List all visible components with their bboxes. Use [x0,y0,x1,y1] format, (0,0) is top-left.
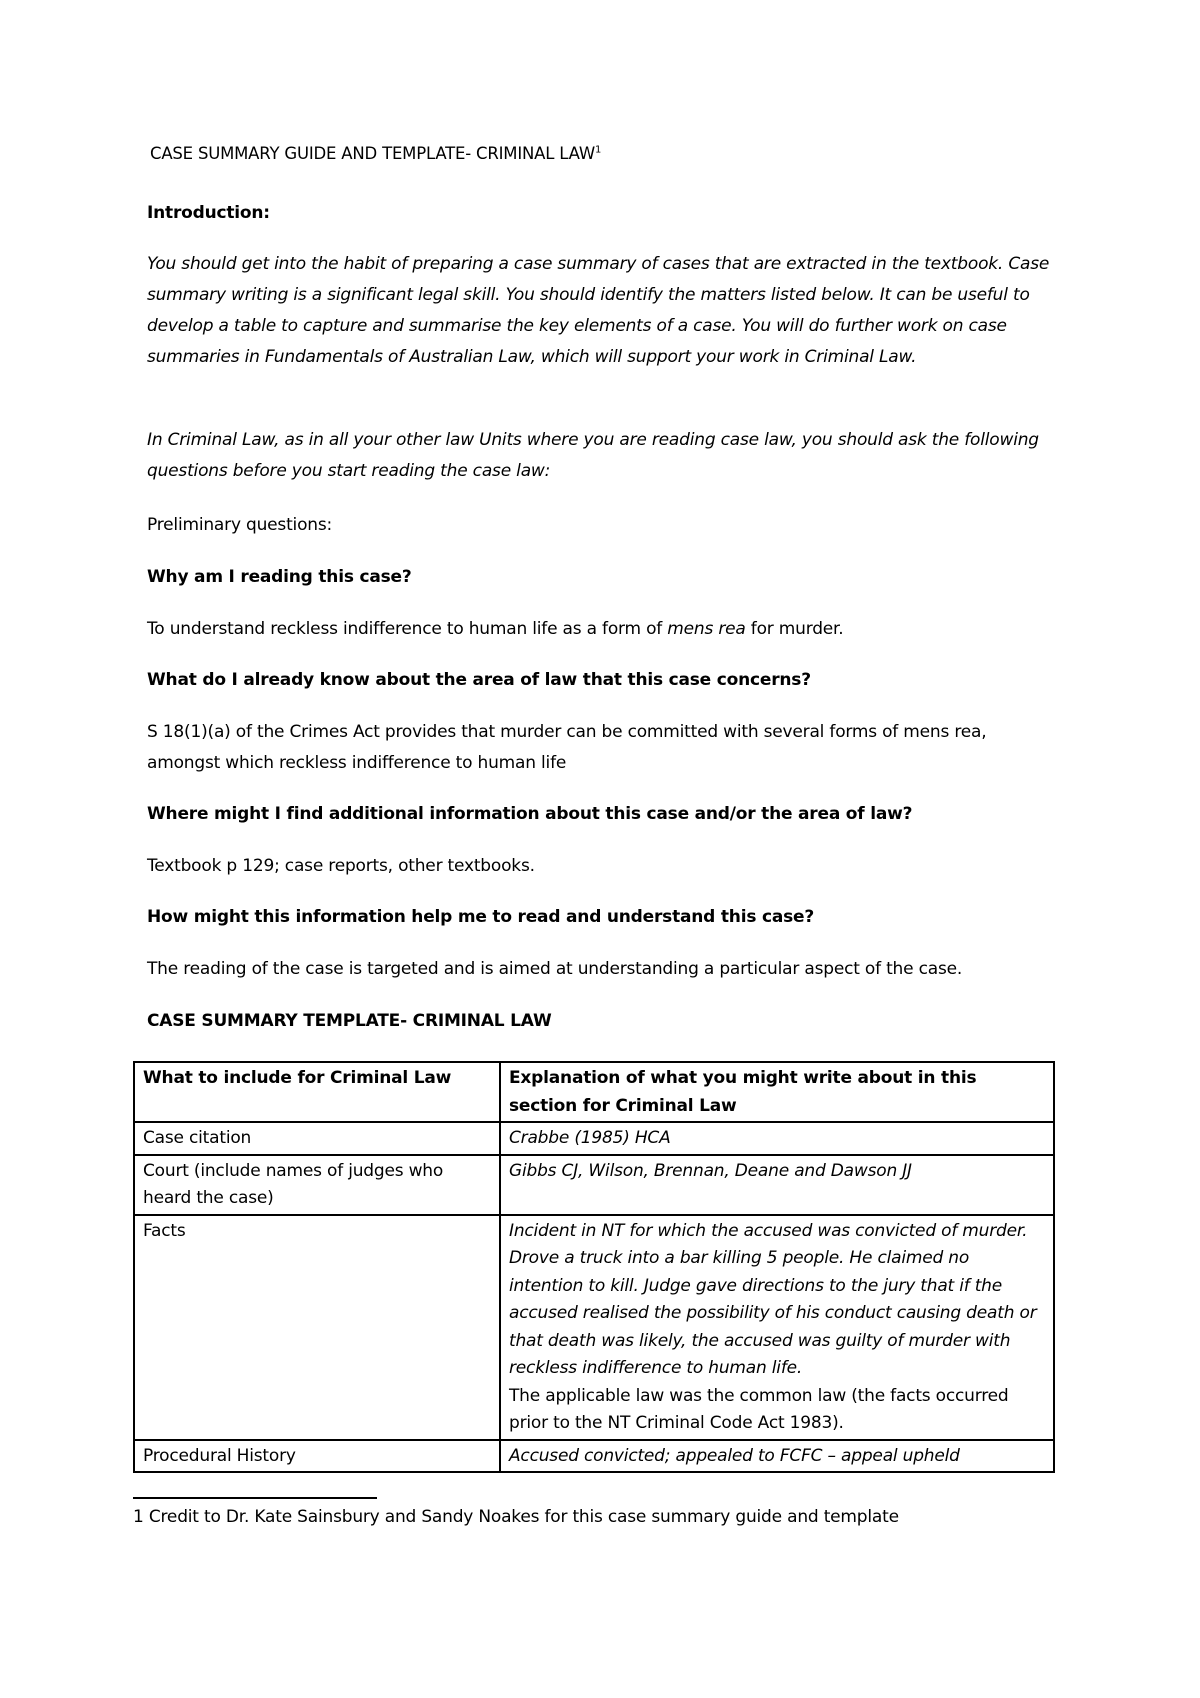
question-4: How might this information help me to read and understand this case? [147,907,815,927]
intro-paragraph-2: In Criminal Law, as in all your other law Units where you are reading case law, you should ask the following questions before you start reading the case law: [147,430,1039,481]
row-label: Case citation [134,1122,500,1155]
row-value: Gibbs CJ, Wilson, Brennan, Deane and Dawson JJ [500,1155,1054,1215]
table-row [134,1122,1054,1155]
answer-3: Textbook p 129; case reports, other textbooks. [147,856,535,876]
table-header-row [134,1062,1054,1122]
mens-rea-term: mens rea [667,619,746,639]
table-row [134,1215,1054,1440]
question-2: What do I already know about the area of law that this case concerns? [147,670,811,690]
footnote-text: Credit to Dr. Kate Sainsbury and Sandy Noakes for this case summary guide and template [148,1507,899,1527]
footnote-separator [133,1497,377,1499]
footnote-number: 1 [133,1507,144,1527]
row-value [500,1215,1054,1440]
applicable-law-text: The applicable law was the common law (the facts occurred prior to the NT Criminal Code Act 1983). [509,1385,1009,1433]
row-value: Crabbe (1985) HCA [500,1122,1054,1155]
title-text: CASE SUMMARY GUIDE AND TEMPLATE- CRIMINAL LAW [150,144,595,163]
row-value: Accused convicted; appealed to FCFC – appeal upheld [500,1440,1054,1473]
intro-paragraph-1: You should get into the habit of preparing a case summary of cases that are extracted in the textbook. Case summary writing is a significant legal skill. You should identify the matters listed below. It can be useful to develop a table to capture and summarise the key elements of a case. You will do further work on case summaries in Fundamentals of Australian Law, which will support your work in Criminal Law. [147,254,1050,367]
facts-text: Incident in NT for which the accused was convicted of murder. Drove a truck into a bar killing 5 people. He claimed no intention to kill. Judge gave directions to the jury that if the accused realised the possibility of his conduct causing death or that death was likely, the accused was guilty of murder with reckless indifference to human life. [509,1220,1037,1378]
table-header-cell: What to include for Criminal Law [134,1062,500,1122]
template-heading: CASE SUMMARY TEMPLATE- CRIMINAL LAW [147,1011,552,1031]
answer-2: S 18(1)(a) of the Crimes Act provides that murder can be committed with several forms of mens rea, amongst which reckless indifference to human life [147,722,987,773]
footnote [133,1504,899,1530]
answer-4: The reading of the case is targeted and is aimed at understanding a particular aspect of the case. [147,959,963,979]
row-label: Court (include names of judges who heard the case) [134,1155,500,1215]
answer-1: To understand reckless indifference to human life as a form of mens rea for murder. [147,619,844,639]
row-label: Procedural History [134,1440,500,1473]
case-summary-table [133,1061,1055,1473]
table-header-cell: Explanation of what you might write about in this section for Criminal Law [500,1062,1054,1122]
introduction-heading: Introduction: [147,203,270,223]
question-1: Why am I reading this case? [147,567,412,587]
preliminary-questions-label: Preliminary questions: [147,515,333,535]
row-label: Facts [134,1215,500,1440]
document-title [150,144,601,163]
table-row [134,1155,1054,1215]
question-3: Where might I find additional information about this case and/or the area of law? [147,804,913,824]
table-row [134,1440,1054,1473]
footnote-reference[interactable]: 1 [594,144,602,156]
